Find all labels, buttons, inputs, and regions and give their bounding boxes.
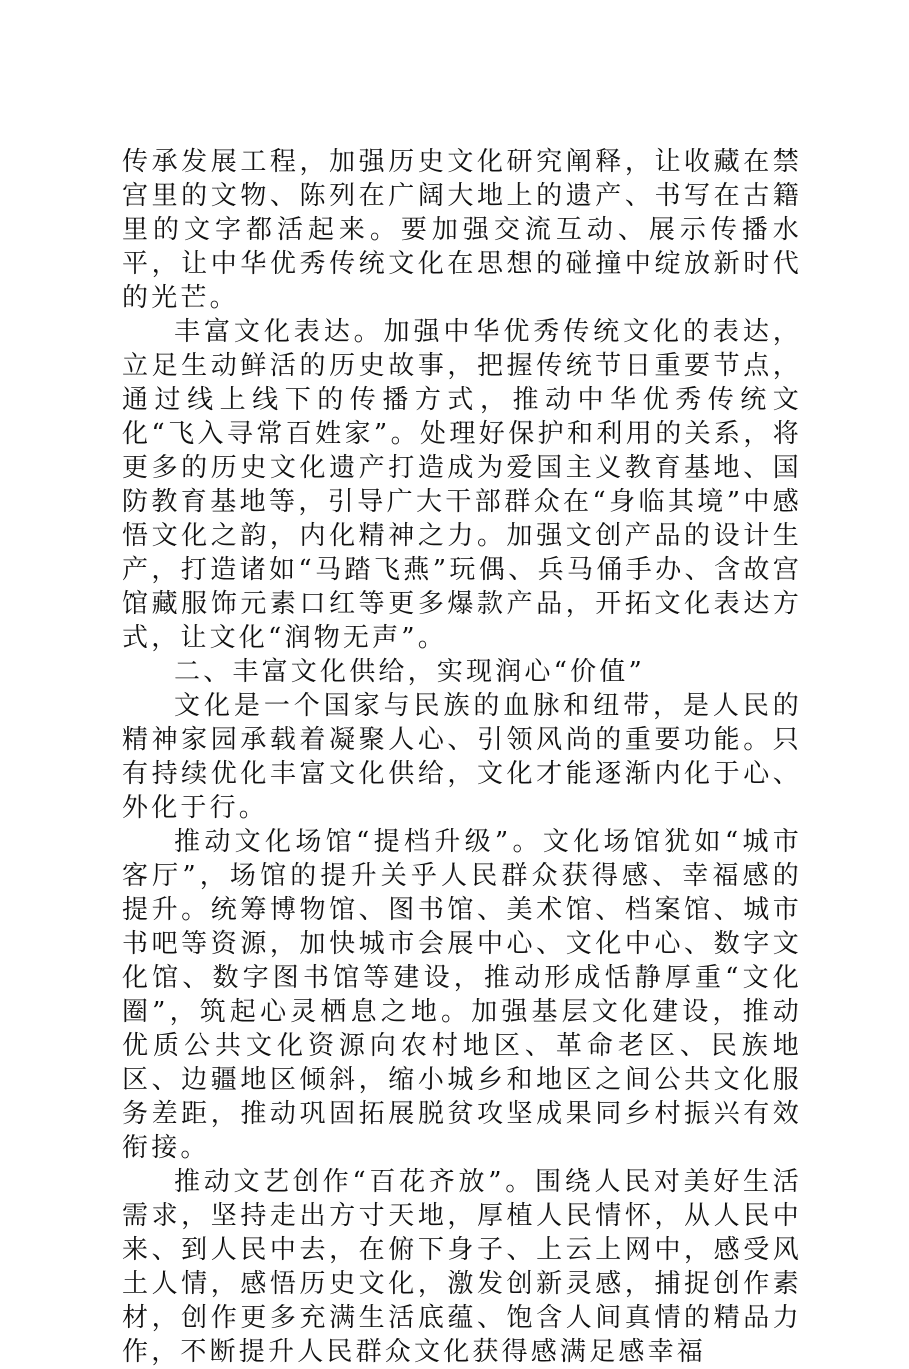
paragraph-arts-creation: 推动文艺创作“百花齐放”。围绕人民对美好生活需求，坚持走出方寸天地，厚植人民情怀，从人民中来、到人民中去，在俯下身子、上云上网中，感受风土人情，感悟历史文化，激发创新灵感，捕捉创作素材，创作更多充满生活底蕴、饱含人间真情的精品力作，不断提升人民群众文化获得感满足感幸福 (122, 1167, 802, 1367)
paragraph-continuation: 传承发展工程，加强历史文化研究阐释，让收藏在禁宫里的文物、陈列在广阔大地上的遗产、书写在古籍里的文字都活起来。要加强交流互动、展示传播水平，让中华优秀传统文化在思想的碰撞中绽放新时代的光芒。 (122, 147, 802, 313)
paragraph-venues-upgrade: 推动文化场馆“提档升级”。文化场馆犹如“城市客厅”，场馆的提升关乎人民群众获得感、幸福感的提升。统筹博物馆、图书馆、美术馆、档案馆、城市书吧等资源，加快城市会展中心、文化中心、数字文化馆、数字图书馆等建设，推动形成恬静厚重“文化圈”，筑起心灵栖息之地。加强基层文化建设，推动优质公共文化资源向农村地区、革命老区、民族地区、边疆地区倾斜，缩小城乡和地区之间公共文化服务差距，推动巩固拓展脱贫攻坚成果同乡村振兴有效衔接。 (122, 827, 802, 1163)
document-body (122, 145, 802, 1369)
section-heading: 二、丰富文化供给，实现润心“价值” (174, 657, 645, 687)
paragraph-culture-intro: 文化是一个国家与民族的血脉和纽带，是人民的精神家园承载着凝聚人心、引领风尚的重要功能。只有持续优化丰富文化供给，文化才能逐渐内化于心、外化于行。 (122, 691, 802, 823)
paragraph-culture-expression: 丰富文化表达。加强中华优秀传统文化的表达，立足生动鲜活的历史故事，把握传统节日重要节点，通过线上线下的传播方式，推动中华优秀传统文化“飞入寻常百姓家”。处理好保护和利用的关系，将更多的历史文化遗产打造成为爱国主义教育基地、国防教育基地等，引导广大干部群众在“身临其境”中感悟文化之韵，内化精神之力。加强文创产品的设计生产，打造诸如“马踏飞燕”玩偶、兵马俑手办、含故宫馆藏服饰元素口红等更多爆款产品，开拓文化表达方式，让文化“润物无声”。 (122, 317, 802, 653)
